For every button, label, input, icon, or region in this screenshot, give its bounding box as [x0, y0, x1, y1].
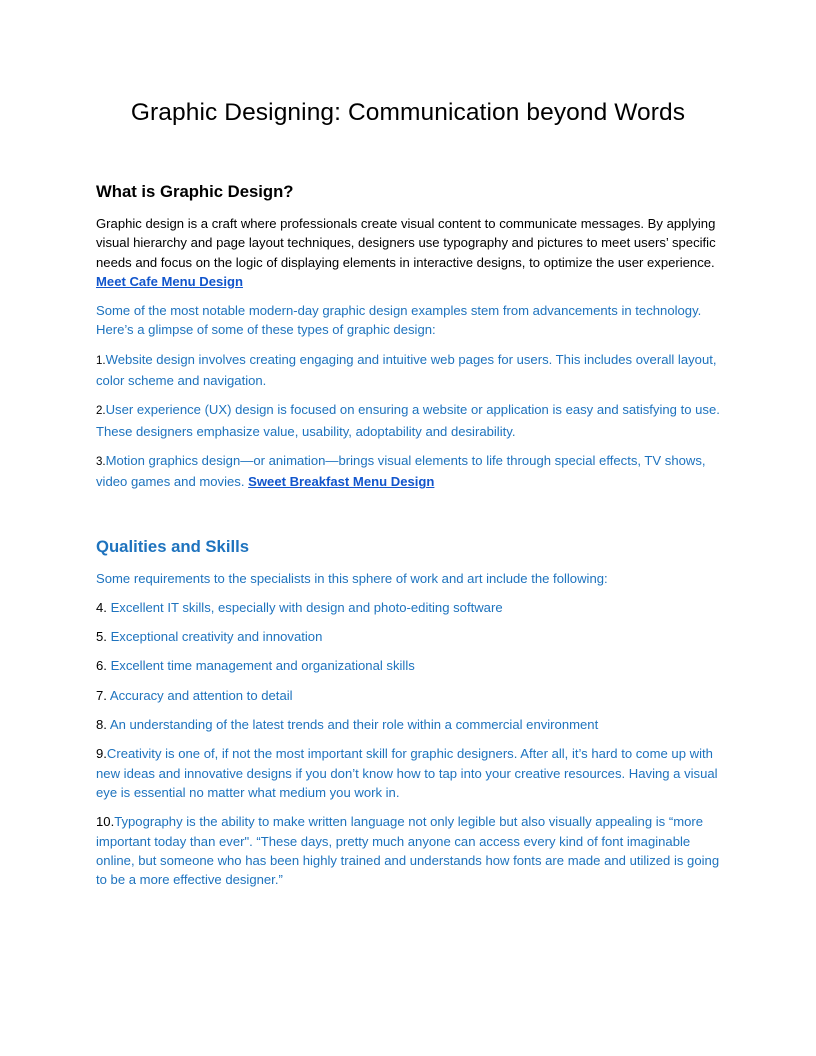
document-title: Graphic Designing: Communication beyond Words [130, 99, 686, 126]
list-item [96, 686, 720, 705]
list-number: 7. [96, 687, 107, 703]
list-item [96, 812, 720, 889]
list-item-text: Website design involves creating engaging and intuitive web pages for users. This includes overall layout, color scheme and navigation. [96, 351, 717, 389]
list-item [96, 400, 720, 441]
list-number: 6. [96, 658, 107, 674]
intro-paragraph [96, 214, 720, 291]
list-item-text: Excellent IT skills, especially with design and photo-editing software [110, 599, 503, 615]
list-item-text: Accuracy and attention to detail [109, 687, 293, 703]
list-number: 9. [96, 746, 107, 762]
list-item [96, 598, 720, 617]
examples-intro-paragraph: Some of the most notable modern-day graphic design examples stem from advancements in technology. Here’s a glimpse of some of these types of graphic design: [96, 303, 702, 338]
list-item [96, 744, 720, 802]
list-item-text: Excellent time management and organizational skills [110, 658, 415, 674]
list-item [96, 715, 720, 734]
list-item [96, 350, 720, 391]
intro-text: Graphic design is a craft where professionals create visual content to communicate messages. By applying visual hierarchy and page layout techniques, designers use typography and pictures to meet users’ specific needs and focus on the logic of displaying elements in interactive designs, to optimize the user experience. [96, 216, 716, 270]
list-item-text: Creativity is one of, if not the most important skill for graphic designers. After all, it’s hard to come up with new ideas and innovative designs if you don’t know how to tap into your creative resources. Having a visual eye is essential no matter what medium you work in. [96, 746, 718, 800]
document-page [96, 96, 720, 899]
spacer [96, 502, 720, 536]
list-item-text: An understanding of the latest trends and their role within a commercial environment [109, 717, 599, 733]
list-number: 10. [96, 814, 115, 830]
list-item-text: Motion graphics design—or animation—brings visual elements to life through special effects, TV shows, video games and movies. [96, 452, 706, 490]
skills-intro-paragraph: Some requirements to the specialists in this sphere of work and art include the following: [96, 570, 608, 586]
list-number: 2. [96, 405, 106, 418]
list-number: 5. [96, 629, 107, 645]
list-item [96, 627, 720, 646]
list-number: 8. [96, 717, 107, 733]
section-heading-what-is-graphic-design: What is Graphic Design? [96, 182, 294, 201]
list-item-text: Exceptional creativity and innovation [110, 629, 323, 645]
breakfast-menu-design-link[interactable]: Sweet Breakfast Menu Design [248, 474, 435, 490]
cafe-menu-design-link[interactable]: Meet Cafe Menu Design [96, 273, 243, 289]
list-item-text: User experience (UX) design is focused on ensuring a website or application is easy and satisfying to use. These designers emphasize value, usability, adoptability and desirability. [96, 402, 720, 439]
list-item [96, 451, 720, 492]
list-number: 1. [96, 354, 106, 367]
list-number: 3. [96, 455, 106, 468]
list-number: 4. [96, 599, 107, 615]
section-heading-qualities-and-skills: Qualities and Skills [96, 536, 250, 556]
list-item [96, 656, 720, 675]
list-item-text: Typography is the ability to make written language not only legible but also visually appealing is “more important today than ever". “These days, pretty much anyone can access every kind of font imaginable online, but someone who has been highly trained and understands how fonts are made and utilized is going to be a more effective designer.” [96, 814, 720, 888]
